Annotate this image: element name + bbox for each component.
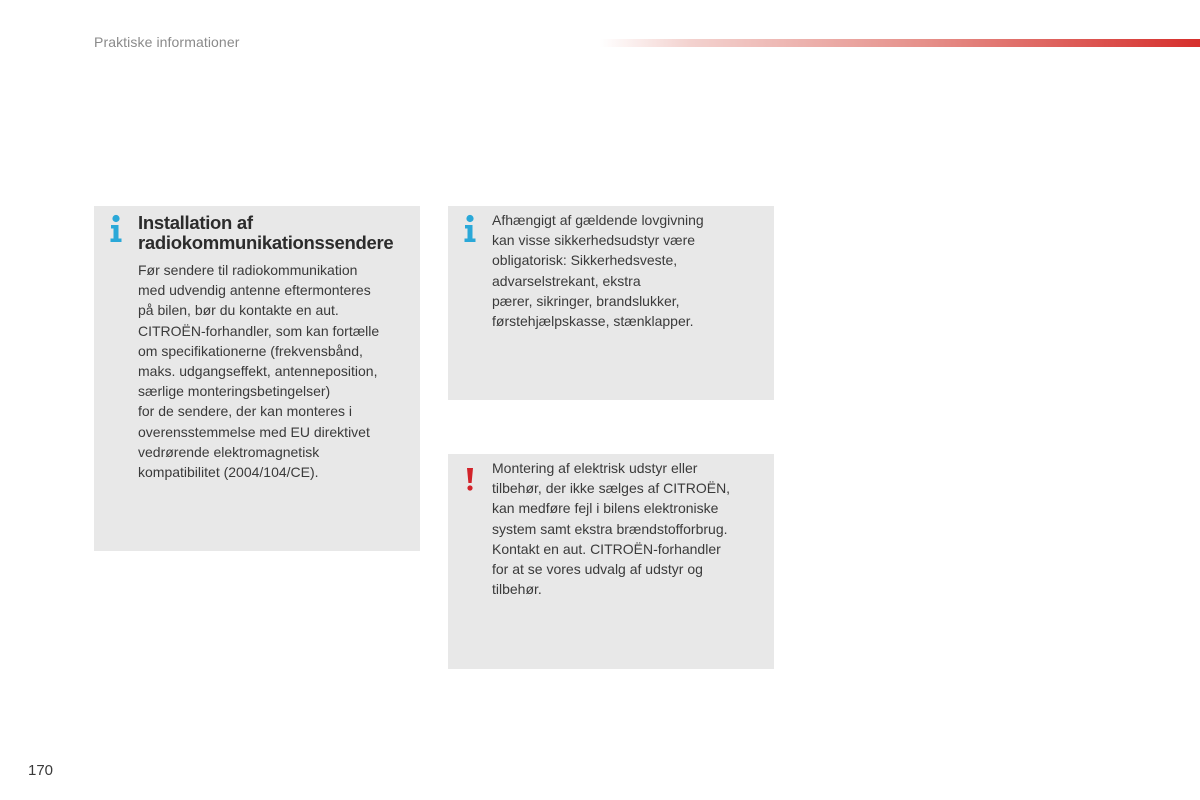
radio-installation-text <box>138 260 412 482</box>
text-line: obligatorisk: Sikkerhedsveste, <box>492 252 678 269</box>
text-line: kompatibilitet (2004/104/CE). <box>138 464 319 481</box>
text-line: Montering af elektrisk udstyr eller <box>492 460 698 476</box>
text-line: Før sendere til radiokommunikation <box>138 262 358 278</box>
electrical-equipment-warning <box>448 454 774 669</box>
text-line: advarselstrekant, ekstra <box>492 272 641 289</box>
text-line: Afhængigt af gældende lovgivning <box>492 212 704 228</box>
radio-installation-title <box>138 213 418 253</box>
text-line: for at se vores udvalg af udstyr og <box>492 561 703 578</box>
page-number: 170 <box>28 762 54 779</box>
text-line: om specifikationerne (frekvensbånd, <box>138 342 363 359</box>
text-line: for de sendere, der kan monteres i <box>138 403 353 420</box>
text-line: vedrørende elektromagnetisk <box>138 443 320 460</box>
section-title: Praktiske informationer <box>94 34 240 50</box>
text-line: kan medføre fejl i bilens elektroniske <box>492 500 719 517</box>
text-line: særlige monteringsbetingelser) <box>138 383 331 400</box>
electrical-equipment-text <box>492 458 766 599</box>
title-line: Installation af <box>138 212 253 233</box>
text-line: maks. udgangseffekt, antenneposition, <box>138 363 378 380</box>
info-icon <box>106 214 126 244</box>
warning-icon <box>460 462 480 492</box>
text-line: CITROËN-forhandler, som kan fortælle <box>138 322 380 339</box>
radio-installation-note <box>94 206 420 551</box>
safety-equipment-note <box>448 206 774 400</box>
text-line: system samt ekstra brændstofforbrug. <box>492 520 728 537</box>
header-accent-bar <box>600 39 1200 47</box>
text-line: med udvendig antenne eftermonteres <box>138 282 371 299</box>
text-line: tilbehør, der ikke sælges af CITROËN, <box>492 480 731 497</box>
safety-equipment-text <box>492 210 766 331</box>
text-line: Kontakt en aut. CITROËN-forhandler <box>492 540 721 557</box>
text-line: på bilen, bør du kontakte en aut. <box>138 302 339 319</box>
text-line: tilbehør. <box>492 581 542 598</box>
text-line: førstehjælpskasse, stænklapper. <box>492 313 694 330</box>
text-line: kan visse sikkerhedsudstyr være <box>492 232 696 249</box>
text-line: pærer, sikringer, brandslukker, <box>492 292 680 309</box>
text-line: overensstemmelse med EU direktivet <box>138 423 370 440</box>
title-line: radiokommunikationssendere <box>138 232 394 253</box>
info-icon <box>460 214 480 244</box>
